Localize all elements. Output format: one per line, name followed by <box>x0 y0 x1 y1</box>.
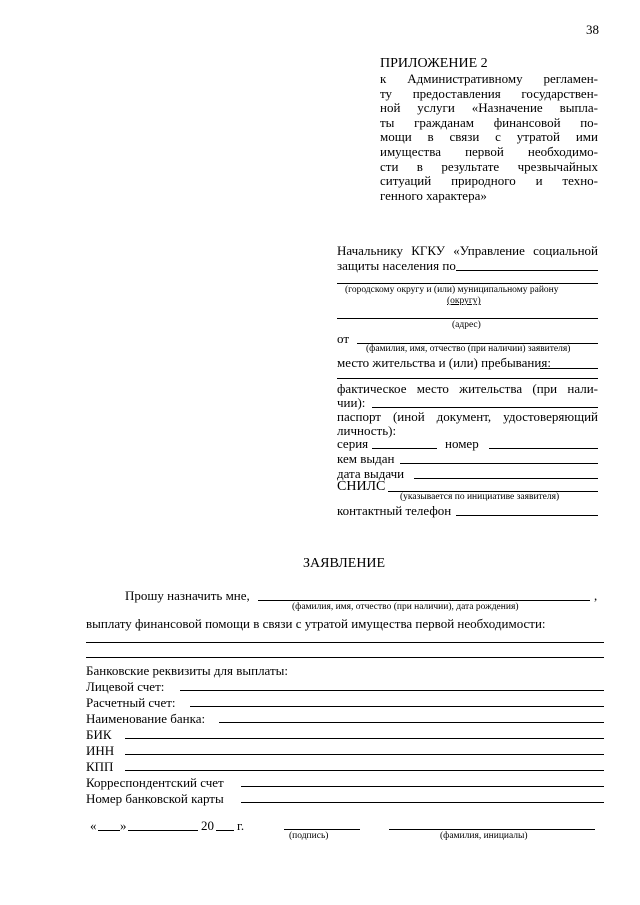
district-input-line[interactable] <box>456 270 598 271</box>
number-input-line[interactable] <box>489 448 598 449</box>
date-open-quote: « <box>90 818 97 833</box>
appendix-line: генного характера» <box>380 187 487 203</box>
appendix-title: ПРИЛОЖЕНИЕ 2 <box>380 56 488 71</box>
district-caption-okrug: (округу) <box>447 296 481 306</box>
bank-heading: Банковские реквизиты для выплаты: <box>86 663 289 678</box>
snils-caption: (указывается по инициативе заявителя) <box>400 492 560 502</box>
bik-input-line[interactable] <box>125 738 604 739</box>
bank-field-label: КПП <box>86 759 114 774</box>
addressee-line: Начальнику КГКУ «Управление социальной <box>337 243 598 258</box>
residence-label: место жительства и (или) пребывания: <box>337 355 551 370</box>
district-caption: (городскому округу и (или) муниципальному району <box>345 285 559 295</box>
year-prefix: 20 <box>201 818 214 833</box>
bank-field-label: Расчетный счет: <box>86 695 176 710</box>
bank-field-label: БИК <box>86 727 112 742</box>
settlement-account-input-line[interactable] <box>190 706 604 707</box>
issue-date-label: дата выдачи <box>337 466 405 481</box>
appendix-line: сти в результате чрезвычайных <box>380 158 598 174</box>
correspondent-account-input-line[interactable] <box>241 786 604 787</box>
person-caption: (фамилия, имя, отчество (при наличии), дата рождения) <box>292 602 519 612</box>
appendix-line: ту предоставления государствен- <box>380 85 598 101</box>
signature-input-line[interactable] <box>284 829 360 830</box>
bank-field-label: Номер банковской карты <box>86 791 224 806</box>
applicant-caption: (фамилия, имя, отчество (при наличии) заявителя) <box>366 344 571 354</box>
bank-field-label: Наименование банка: <box>86 711 206 726</box>
inn-input-line[interactable] <box>125 754 604 755</box>
from-label: от <box>337 331 350 346</box>
actual-residence-label: фактическое место жительства (при нали- <box>337 381 598 396</box>
phone-label: контактный телефон <box>337 503 452 518</box>
appendix-line: ситуаций природного и техно- <box>380 173 598 189</box>
passport-label: паспорт (иной документ, удостоверяющий <box>337 409 598 424</box>
kpp-input-line[interactable] <box>125 770 604 771</box>
residence-input-line-2[interactable] <box>337 378 598 379</box>
name-initials-caption: (фамилия, инициалы) <box>440 831 528 841</box>
addressee-district-label: защиты населения по <box>337 258 456 273</box>
statement-title: ЗАЯВЛЕНИЕ <box>303 556 386 571</box>
issue-date-input-line[interactable] <box>414 478 598 479</box>
person-input-line[interactable] <box>258 600 590 601</box>
payment-text: выплату финансовой помощи в связи с утратой имущества первой необходимости: <box>86 616 546 631</box>
actual-residence-input-line[interactable] <box>372 407 598 408</box>
series-input-line[interactable] <box>372 448 437 449</box>
bank-field-label: Лицевой счет: <box>86 679 165 694</box>
appendix-line: ты гражданам финансовой по- <box>380 114 598 130</box>
bank-field-label: Корреспондентский счет <box>86 775 224 790</box>
year-suffix: г. <box>237 818 245 833</box>
payment-input-line-2[interactable] <box>86 657 604 658</box>
month-input-line[interactable] <box>128 830 198 831</box>
bank-name-input-line[interactable] <box>219 722 604 723</box>
appendix-line: имущества первой необходимо- <box>380 143 598 159</box>
bank-field-label: ИНН <box>86 743 115 758</box>
request-prefix: Прошу назначить мне, <box>125 588 250 603</box>
day-input-line[interactable] <box>98 830 120 831</box>
phone-input-line[interactable] <box>456 515 598 516</box>
payment-input-line-1[interactable] <box>86 642 604 643</box>
year-input-line[interactable] <box>216 830 234 831</box>
request-comma: , <box>594 588 598 603</box>
appendix-line: ной услуги «Назначение выпла- <box>380 100 598 116</box>
address-input-line[interactable] <box>337 318 598 319</box>
name-initials-input-line[interactable] <box>389 829 595 830</box>
passport-label-2: личность): <box>337 423 397 438</box>
appendix-line: мощи в связи с утратой ими <box>380 129 598 145</box>
page-number: 38 <box>586 22 599 37</box>
address-caption: (адрес) <box>452 320 481 330</box>
appendix-text <box>380 72 598 203</box>
personal-account-input-line[interactable] <box>180 690 604 691</box>
issued-by-input-line[interactable] <box>400 463 598 464</box>
number-label: номер <box>445 436 479 451</box>
signature-caption: (подпись) <box>289 831 329 841</box>
snils-label: СНИЛС <box>337 479 386 494</box>
series-label: серия <box>337 436 369 451</box>
date-close-quote: » <box>120 818 127 833</box>
residence-input-line[interactable] <box>540 368 598 369</box>
issued-by-label: кем выдан <box>337 451 395 466</box>
actual-residence-label-2: чии): <box>337 395 366 410</box>
district-input-line-2[interactable] <box>337 283 598 284</box>
card-number-input-line[interactable] <box>241 802 604 803</box>
appendix-line: к Административному регламен- <box>380 71 598 86</box>
